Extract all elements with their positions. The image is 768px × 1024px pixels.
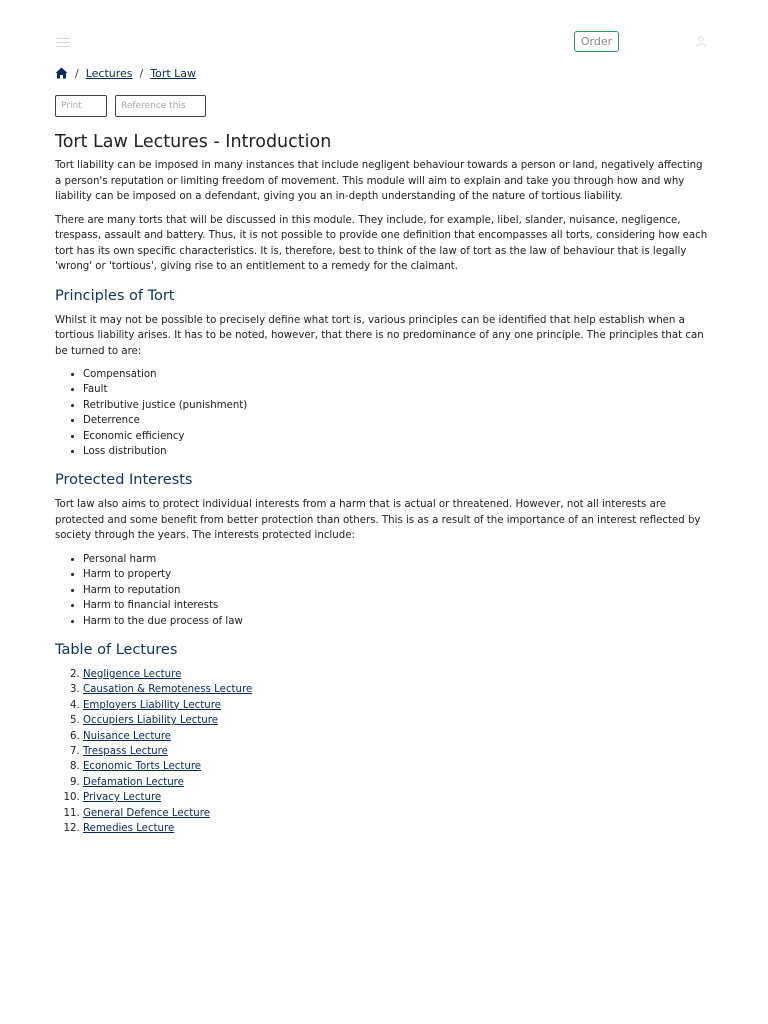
lecture-link-negligence[interactable]: Negligence Lecture [83,668,182,680]
list-item: • Compensation [83,367,710,382]
intro-paragraph: Tort liability can be imposed in many instances that include negligent behaviour towards a person or land, negatively affecting a person's reputation or limiting freedom of movement. This module will aim to explain and take you through how and why liability can be imposed on a defendant, giving you an in-depth understanding of the nature of tortious liability. [55,160,703,202]
list-item: • Retributive justice (punishment) [83,398,710,413]
list-item [83,790,710,805]
lecture-link-privacy[interactable]: Privacy Lecture [83,792,162,804]
print-input[interactable] [55,95,107,117]
article [55,131,710,836]
breadcrumb-tort-law-link[interactable]: Tort Law [150,66,197,80]
user-icon[interactable] [695,35,707,47]
order-button[interactable]: Order [574,31,619,52]
list-item [83,729,710,744]
lecture-link-nuisance[interactable]: Nuisance Lecture [83,730,172,742]
hamburger-icon[interactable] [56,38,70,48]
page-title: Tort Law Lectures - Introduction [55,132,332,152]
principles-list [55,367,710,459]
lecture-link-employers-liability[interactable]: Employers Liability Lecture [83,699,221,711]
list-item: • Fault [83,382,710,397]
lecture-link-remedies[interactable]: Remedies Lecture [83,823,175,835]
breadcrumb-lectures-link[interactable]: Lectures [85,66,133,80]
list-item [83,713,710,728]
reference-input[interactable] [115,95,206,117]
list-item [83,698,710,713]
list-item [83,682,710,697]
lecture-link-trespass[interactable]: Trespass Lecture [83,746,168,757]
lecture-link-defamation[interactable]: Defamation Lecture [83,776,184,788]
lecture-link-economic-torts[interactable]: Economic Torts Lecture [83,761,202,773]
principles-paragraph: Whilst it may not be possible to precisely define what tort is, various principles can be identified that help establish when a tortious liability arises. It has to be noted, however, that there is no predominance of any one principle. The principles that can be turned to are: [55,314,704,357]
list-item [83,821,710,836]
breadcrumb-separator: / [139,66,144,80]
lectures-heading: Table of Lectures [55,641,178,658]
list-item: • Harm to property [83,567,710,582]
lecture-link-causation[interactable]: Causation & Remoteness Lecture [83,684,253,696]
breadcrumb [55,65,196,81]
list-item: • Deterrence [83,413,710,428]
list-item [83,744,710,759]
list-item [83,667,710,682]
list-item [83,775,710,790]
list-item: • Economic efficiency [83,429,710,444]
list-item: • Harm to reputation [83,583,710,598]
lecture-link-general-defence[interactable]: General Defence Lecture [83,807,210,819]
list-item: • Harm to financial interests [83,598,710,613]
interests-paragraph: Tort law also aims to protect individual interests from a harm that is actual or threatened. However, not all interests are protected and some benefit from better protection than others. This is as a result of the importance of an interest reflected by society through the years. The interests protected include: [55,499,701,542]
breadcrumb-separator: / [75,66,79,80]
list-item: • Personal harm [83,552,710,567]
home-icon[interactable] [55,67,68,79]
principles-heading: Principles of Tort [55,287,175,304]
interests-heading: Protected Interests [55,472,193,489]
lecture-link-occupiers-liability[interactable]: Occupiers Liability Lecture [83,715,218,727]
list-item: • Harm to the due process of law [83,614,710,629]
interests-list [55,552,710,629]
lectures-list [55,667,710,836]
intro-paragraph: There are many torts that will be discussed in this module. They include, for example, libel, slander, nuisance, negligence, trespass, assault and battery. Thus, it is not possible to provide one definition that encompasses all torts, considering how each tort has its own specific characteristics. It is, therefore, best to think of the law of tort as the law of behaviour that is legally 'wrong' or 'tortious', giving rise to an entitlement to a remedy for the claimant. [55,214,708,272]
list-item: • Loss distribution [83,444,710,459]
list-item [83,759,710,774]
list-item [83,806,710,821]
